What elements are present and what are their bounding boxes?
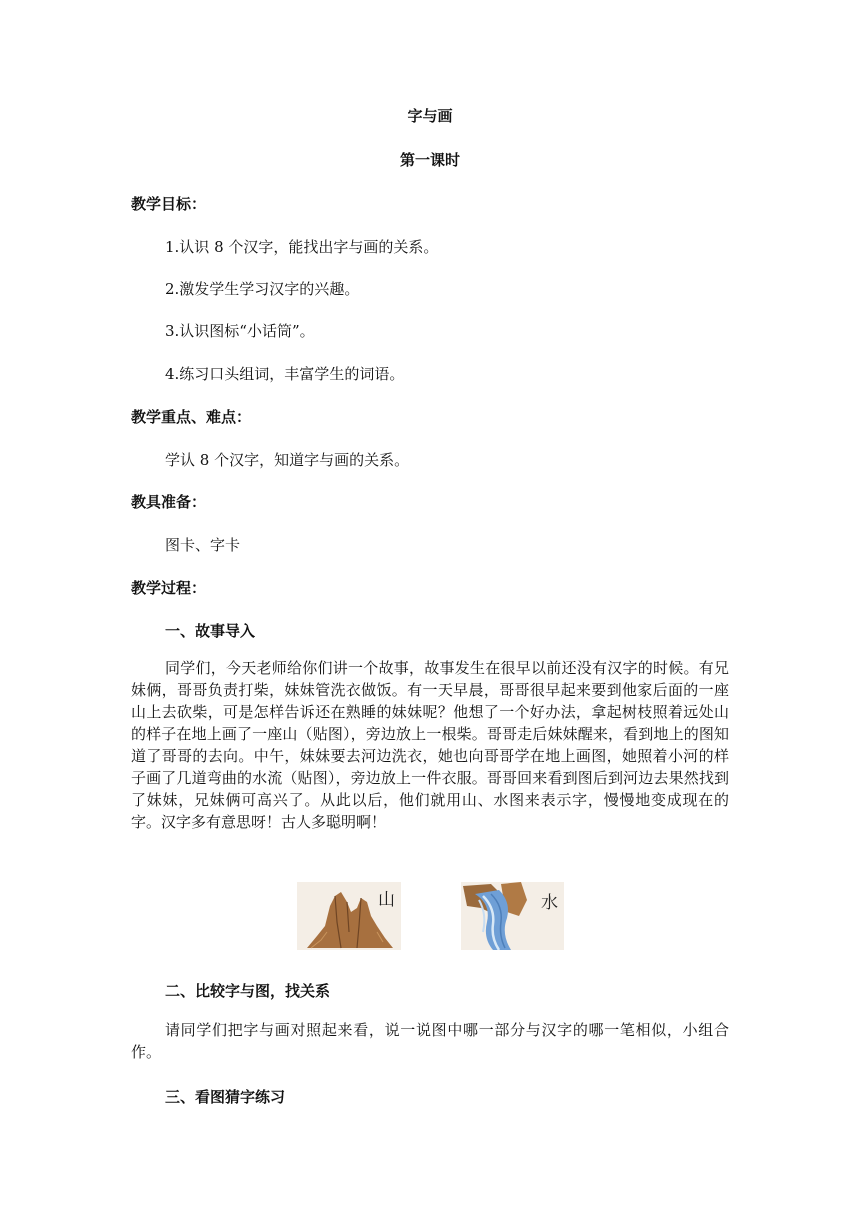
section1-paragraph: 同学们，今天老师给你们讲一个故事，故事发生在很早以前还没有汉字的时候。有兄妹俩，哥哥负责打柴，妹妹管洗衣做饭。有一天早晨，哥哥很早起来要到他家后面的一座山上去砍柴，可是怎样告诉还在熟睡的妹妹呢？他想了一个好办法，拿起树枝照着远处山的样子在地上画了一座山（贴图），旁边放上一根柴。哥哥走后妹妹醒来，看到地上的图知道了哥哥的去向。中午，妹妹要去河边洗衣，她也向哥哥学在地上画图，她照着小河的样子画了几道弯曲的水流（贴图），旁边放上一件衣服。哥哥回来看到图后到河边去果然找到了妹妹，兄妹俩可高兴了。从此以后，他们就用山、水图来表示字，慢慢地变成现在的字。汉字多有意思呀！古人多聪明啊！	[131, 659, 729, 831]
section1-heading: 一、故事导入	[165, 622, 256, 640]
mountain-character: 山	[378, 890, 395, 910]
document-subtitle: 第一课时	[399, 151, 460, 169]
mountain-picture	[297, 882, 401, 950]
materials-text: 图卡、字卡	[165, 536, 241, 554]
goals-heading: 教学目标：	[131, 195, 207, 213]
goal-item-1: 1.认识 8 个汉字，能找出字与画的关系。	[165, 238, 439, 256]
water-character: 水	[541, 893, 558, 913]
materials-heading: 教具准备：	[131, 493, 207, 511]
document-title: 字与画	[407, 107, 453, 125]
section2-paragraph: 请同学们把字与画对照起来看，说一说图中哪一部分与汉字的哪一笔相似，小组合作。	[131, 1021, 729, 1061]
goal-item-2: 2.激发学生学习汉字的兴趣。	[165, 280, 360, 298]
goal-item-4: 4.练习口头组词，丰富学生的词语。	[165, 365, 405, 383]
water-picture	[461, 882, 564, 950]
keypoints-heading: 教学重点、难点：	[131, 408, 252, 426]
section3-heading: 三、看图猜字练习	[165, 1088, 286, 1106]
process-heading: 教学过程：	[131, 579, 207, 597]
goal-item-3: 3.认识图标“小话筒”。	[165, 322, 315, 340]
section2-heading: 二、比较字与图，找关系	[165, 982, 331, 1000]
keypoints-text: 学认 8 个汉字，知道字与画的关系。	[165, 451, 410, 469]
